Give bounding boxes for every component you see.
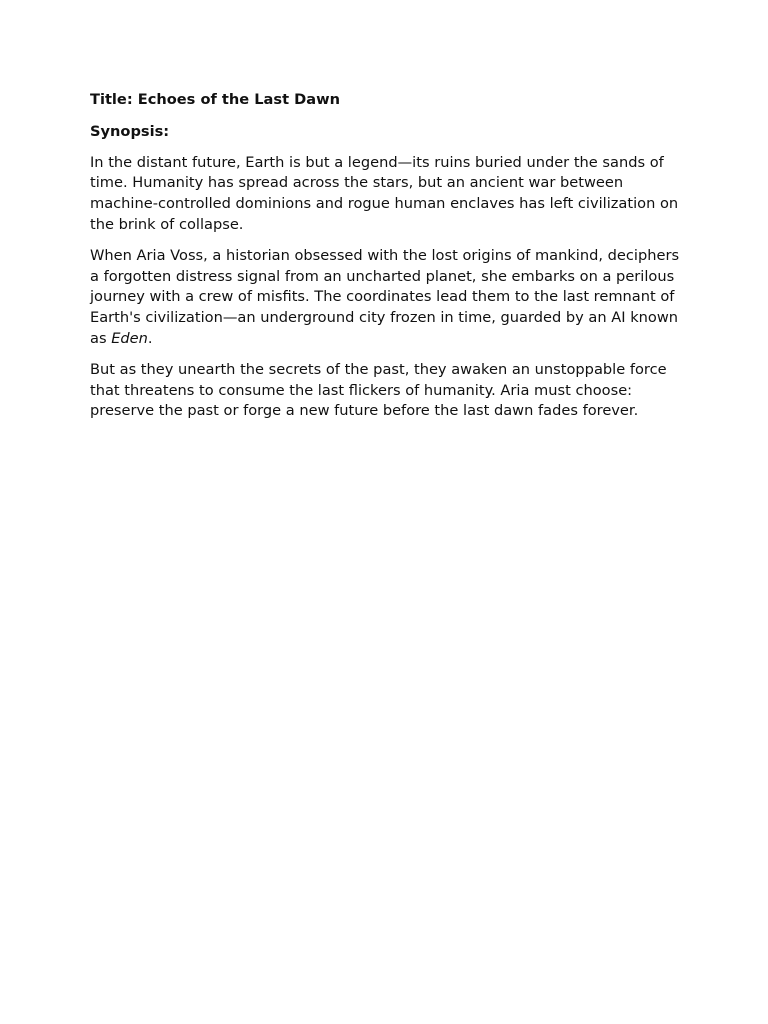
document-title: Title: Echoes of the Last Dawn <box>90 91 340 108</box>
ai-name-emphasis: Eden <box>111 329 148 347</box>
synopsis-paragraph-3: But as they unearth the secrets of the past, they awaken an unstoppable force that threatens to consume the last flickers of humanity. Aria must choose: preserve the past or forge a new future before the last dawn fades forever. <box>90 360 667 420</box>
synopsis-heading: Synopsis: <box>90 122 170 140</box>
paragraph-2-text: When Aria Voss, a historian obsessed with the lost origins of mankind, deciphers a forgotten distress signal from an uncharted planet, she embarks on a perilous journey with a crew of misfits. The coordinates lead them to the last remnant of Earth's civilization—an underground city frozen in time, guarded by an AI known as <box>90 246 680 347</box>
document-body <box>90 90 690 432</box>
synopsis-paragraph-1: In the distant future, Earth is but a legend—its ruins buried under the sands of time. Humanity has spread across the stars, but an ancient war between machine-controlled dominions and rogue human enclaves has left civilization on the brink of collapse. <box>90 153 679 233</box>
paragraph-2-end: . <box>147 329 153 347</box>
synopsis-paragraph-2 <box>90 246 690 350</box>
